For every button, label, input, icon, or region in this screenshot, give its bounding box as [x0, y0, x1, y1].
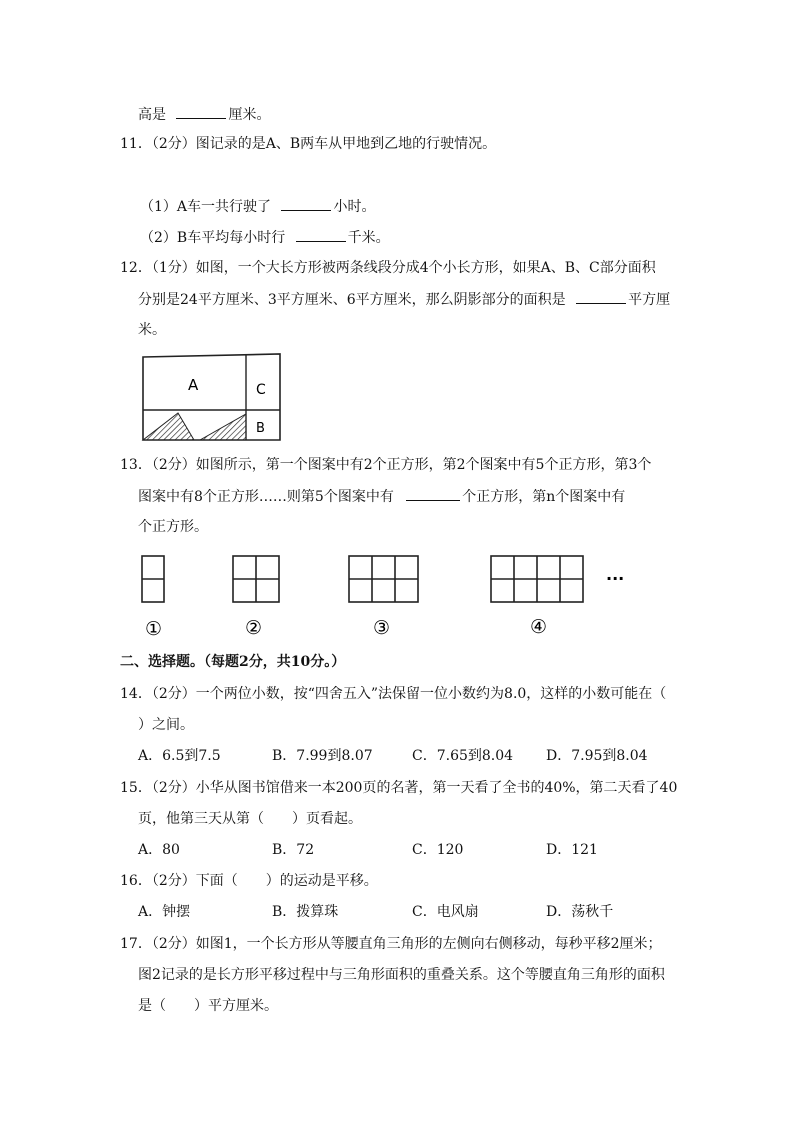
q11-sub1-suffix: 小时。 [333, 199, 376, 215]
q10-suffix: 厘米。 [228, 107, 271, 123]
q11-sub2-blank[interactable] [296, 227, 346, 242]
q11-sub2-prefix: （2）B车平均每小时行 [140, 230, 286, 246]
q12-label-c: C [256, 382, 266, 398]
q12-shaded-triangle-1 [143, 413, 194, 440]
q17-line3: 是（ ）平方厘米。 [138, 998, 278, 1014]
q12-label-b: B [256, 421, 265, 436]
q14-option-b[interactable]: B．7.99到8.07 [272, 748, 373, 764]
q14-option-c[interactable]: C．7.65到8.04 [412, 748, 514, 764]
q12-label-a: A [188, 376, 199, 394]
q12-answer-blank[interactable] [576, 289, 626, 304]
q14-option-d[interactable]: D．7.95到8.04 [546, 748, 648, 764]
q12-line1: 12．（1分）如图，一个大长方形被两条线段分成4个小长方形，如果A、B、C部分面积 [120, 260, 656, 276]
q16-line1: 16．（2分）下面（ ）的运动是平移。 [120, 873, 378, 889]
q11-stem: 11．（2分）图记录的是A、B两车从甲地到乙地的行驶情况。 [120, 136, 497, 152]
q10-line [138, 104, 270, 125]
q11-sub1-prefix: （1）A车一共行驶了 [140, 199, 272, 215]
q13-pattern-3 [349, 556, 418, 602]
q13-pattern-1 [142, 556, 164, 602]
q13-line2-prefix: 图案中有8个正方形……则第5个图案中有 [138, 489, 394, 505]
q12-shaded-triangle-2 [200, 414, 246, 440]
q17-line1: 17．（2分）如图1，一个长方形从等腰直角三角形的左侧向右侧移动，每秒平移2厘米； [120, 936, 662, 952]
q16-option-c[interactable]: C．电风扇 [412, 904, 479, 920]
q12-line3: 米。 [138, 322, 166, 338]
q13-pattern-4 [491, 556, 583, 602]
q13-line1: 13．（2分）如图所示，第一个图案中有2个正方形，第2个图案中有5个正方形，第3个 [120, 457, 652, 473]
q15-option-d[interactable]: D．121 [546, 842, 598, 858]
section-2-heading: 二、选择题。（每题2分，共10分。） [120, 654, 346, 670]
q12-line2 [138, 289, 670, 310]
q13-label-1: ① [145, 618, 163, 640]
q11-sub2 [140, 227, 390, 248]
q11-sub1 [140, 196, 375, 217]
q10-prefix: 高是 [138, 107, 166, 123]
q14-option-a[interactable]: A．6.5到7.5 [138, 748, 221, 764]
q16-option-b[interactable]: B．拨算珠 [272, 904, 339, 920]
q13-square-patterns [136, 550, 626, 642]
q10-answer-blank[interactable] [176, 104, 226, 119]
q17-line2: 图2记录的是长方形平移过程中与三角形面积的重叠关系。这个等腰直角三角形的面积 [138, 967, 665, 983]
q13-label-4: ④ [530, 616, 548, 638]
q14-line2: ）之间。 [138, 717, 194, 733]
q13-label-2: ② [245, 617, 263, 639]
q13-label-3: ③ [373, 617, 391, 639]
q15-option-a[interactable]: A．80 [138, 842, 180, 858]
q11-sub1-blank[interactable] [281, 196, 331, 211]
q13-line3: 个正方形。 [138, 519, 208, 535]
q16-option-a[interactable]: A．钟摆 [138, 904, 191, 920]
q12-rectangle-figure [138, 352, 286, 444]
q15-line2: 页，他第三天从第（ ）页看起。 [138, 811, 362, 827]
q13-line2 [138, 486, 625, 507]
q16-option-d[interactable]: D．荡秋千 [546, 904, 614, 920]
q13-pattern-2 [233, 556, 279, 602]
q12-line2-prefix: 分别是24平方厘米、3平方厘米、6平方厘米，那么阴影部分的面积是 [138, 292, 566, 308]
q13-answer-blank[interactable] [406, 486, 460, 501]
q11-sub2-suffix: 千米。 [347, 230, 390, 246]
q13-ellipsis: ··· [606, 569, 625, 588]
q12-line2-suffix: 平方厘 [628, 292, 671, 308]
q13-line2-suffix: 个正方形，第n个图案中有 [462, 489, 626, 505]
q15-line1: 15．（2分）小华从图书馆借来一本200页的名著，第一天看了全书的40%，第二天看了40 [120, 780, 678, 796]
q15-option-b[interactable]: B．72 [272, 842, 315, 858]
q14-line1: 14．（2分）一个两位小数，按“四舍五入”法保留一位小数约为8.0，这样的小数可能在（ [120, 686, 667, 702]
q15-option-c[interactable]: C．120 [412, 842, 464, 858]
